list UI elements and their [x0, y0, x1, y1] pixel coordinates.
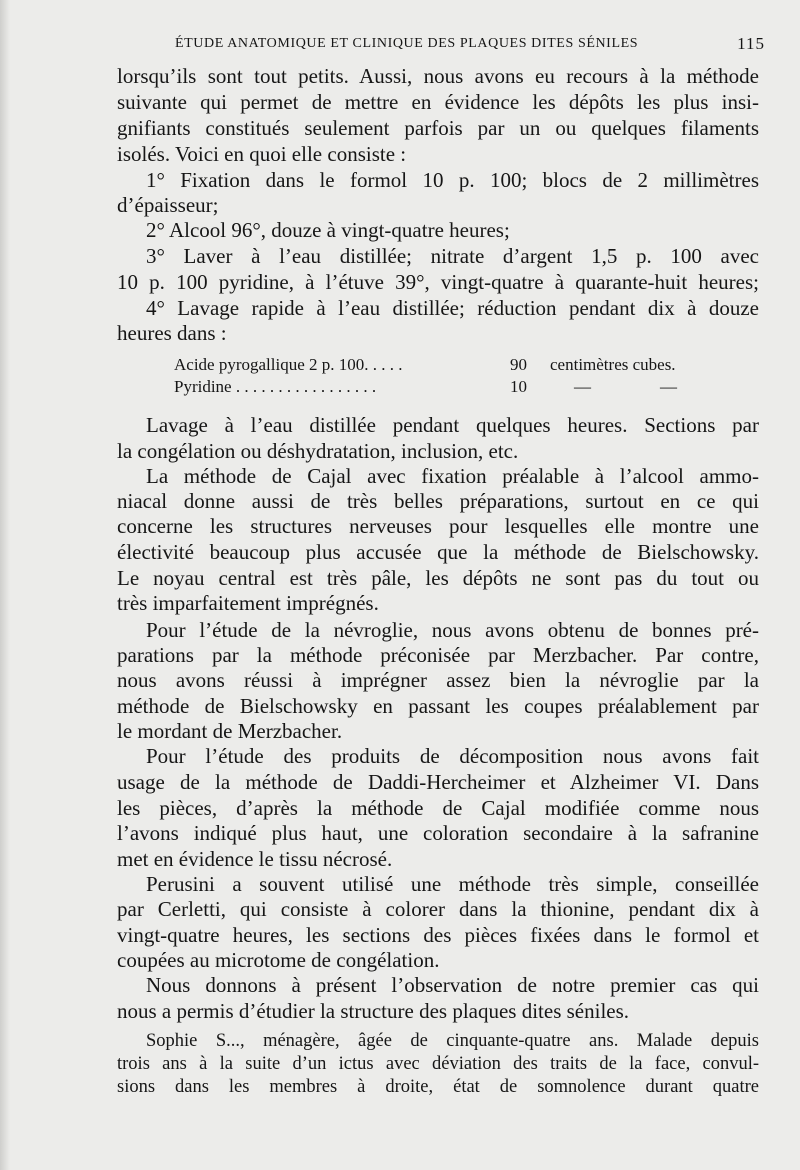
- text-line: Perusini a souvent utilisé une méthode très simple, conseillée: [146, 872, 759, 896]
- text-line: Nous donnons à présent l’observation de notre premier cas qui: [146, 973, 759, 997]
- step-line: 10 p. 100 pyridine, à l’étuve 39°, vingt-quatre à quarante-huit heures;: [117, 270, 759, 294]
- text-line: très imparfaitement imprégnés.: [117, 591, 379, 615]
- text-line: lorsqu’ils sont tout petits. Aussi, nous avons eu recours à la méthode: [117, 64, 759, 88]
- text-line: Pour l’étude de la névroglie, nous avons obtenu de bonnes pré-: [146, 618, 759, 642]
- step-line: 1° Fixation dans le formol 10 p. 100; blocs de 2 millimètres: [146, 168, 759, 192]
- case-line: sions dans les membres à droite, état de somnolence durant quatre: [117, 1077, 759, 1097]
- case-line: trois ans à la suite d’un ictus avec déviation des traits de la face, convul-: [117, 1054, 759, 1074]
- text-line: les pièces, d’après la méthode de Cajal modifiée comme nous: [117, 796, 759, 820]
- reagent-quantity: 10: [510, 377, 527, 396]
- text-line: le mordant de Merzbacher.: [117, 719, 343, 743]
- text-line: méthode de Bielschowsky en passant les coupes préalablement par: [117, 694, 759, 718]
- text-line: Pour l’étude des produits de décomposition nous avons fait: [146, 744, 759, 768]
- text-line: isolés. Voici en quoi elle consiste :: [117, 142, 407, 166]
- text-line: parations par la méthode préconisée par Merzbacher. Par contre,: [117, 643, 759, 667]
- text-line: suivante qui permet de mettre en évidence les dépôts les plus insi-: [117, 90, 759, 114]
- text-line: Lavage à l’eau distillée pendant quelques heures. Sections par: [146, 413, 759, 437]
- text-line: nous a permis d’étudier la structure des plaques dites séniles.: [117, 999, 630, 1023]
- case-line: Sophie S..., ménagère, âgée de cinquante-quatre ans. Malade depuis: [146, 1031, 759, 1051]
- text-line: électivité beaucoup plus accusée que la méthode de Bielschowsky.: [117, 540, 759, 564]
- reagent-name: Acide pyrogallique 2 p. 100. . . . .: [174, 355, 403, 374]
- ditto-mark: —: [574, 377, 591, 396]
- reagent-unit: centimètres cubes.: [550, 355, 676, 374]
- text-line: concerne les structures nerveuses pour lesquelles elle montre une: [117, 514, 759, 538]
- step-line: 4° Lavage rapide à l’eau distillée; réduction pendant dix à douze: [146, 296, 759, 320]
- text-line: l’avons indiqué plus haut, une coloration secondaire à la safranine: [117, 821, 759, 845]
- running-title: ÉTUDE ANATOMIQUE ET CLINIQUE DES PLAQUES DITES SÉNILES: [175, 36, 639, 51]
- step-line: 2° Alcool 96°, douze à vingt-quatre heures;: [146, 218, 510, 242]
- text-line: gnifiants constitués seulement parfois par un ou quelques filaments: [117, 116, 759, 140]
- text-line: nous avons réussi à imprégner assez bien la névroglie par la: [117, 668, 759, 692]
- ditto-mark: —: [660, 377, 677, 396]
- text-line: par Cerletti, qui consiste à colorer dans la thionine, pendant dix à: [117, 897, 759, 921]
- step-line: 3° Laver à l’eau distillée; nitrate d’argent 1,5 p. 100 avec: [146, 244, 759, 268]
- step-line: d’épaisseur;: [117, 193, 219, 217]
- text-line: usage de la méthode de Daddi-Hercheimer et Alzheimer VI. Dans: [117, 770, 759, 794]
- text-line: niacal donne aussi de très belles préparations, surtout en ce qui: [117, 489, 759, 513]
- text-line: La méthode de Cajal avec fixation préalable à l’alcool ammo-: [146, 464, 759, 488]
- text-line: vingt-quatre heures, les sections des pièces fixées dans le formol et: [117, 923, 759, 947]
- text-line: Le noyau central est très pâle, les dépôts ne sont pas du tout ou: [117, 566, 759, 590]
- reagent-name: Pyridine . . . . . . . . . . . . . . . . .: [174, 377, 377, 396]
- page-number: 115: [737, 34, 765, 53]
- reagent-quantity: 90: [510, 355, 527, 374]
- step-line: heures dans :: [117, 321, 227, 345]
- text-line: la congélation ou déshydratation, inclusion, etc.: [117, 439, 519, 463]
- page-edge-shadow: [0, 0, 10, 1170]
- running-header: [175, 36, 765, 56]
- text-line: coupées au microtome de congélation.: [117, 948, 440, 972]
- text-line: met en évidence le tissu nécrosé.: [117, 847, 393, 871]
